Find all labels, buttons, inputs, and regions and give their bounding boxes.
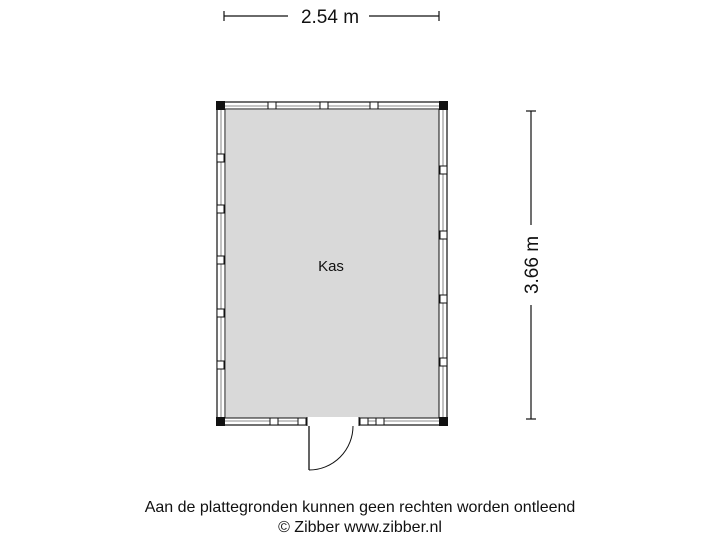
copyright-text: © Zibber www.zibber.nl <box>278 519 442 536</box>
room-label: Kas <box>318 258 344 275</box>
mullion <box>440 166 447 174</box>
mullion <box>440 358 447 366</box>
mullion <box>440 295 447 303</box>
width-dimension <box>224 7 439 28</box>
mullion <box>217 205 224 213</box>
mullion <box>217 361 224 369</box>
corner-post <box>439 101 448 110</box>
mullion <box>376 418 384 425</box>
mullion <box>217 309 224 317</box>
mullion <box>360 418 368 425</box>
door <box>307 417 359 470</box>
corner-post <box>439 417 448 426</box>
height-dimension-label: 3.66 m <box>522 235 543 295</box>
mullion <box>440 231 447 239</box>
corner-post <box>216 101 225 110</box>
mullion <box>270 418 278 425</box>
mullion <box>268 102 276 109</box>
mullion <box>298 418 306 425</box>
mullion <box>370 102 378 109</box>
disclaimer-text: Aan de plattegronden kunnen geen rechten worden ontleend <box>144 499 576 516</box>
corner-post <box>216 417 225 426</box>
height-dimension <box>522 111 543 419</box>
mullion <box>217 154 224 162</box>
greenhouse-room <box>216 101 448 470</box>
mullion <box>320 102 328 109</box>
mullion <box>217 256 224 264</box>
width-dimension-label: 2.54 m <box>300 7 360 28</box>
